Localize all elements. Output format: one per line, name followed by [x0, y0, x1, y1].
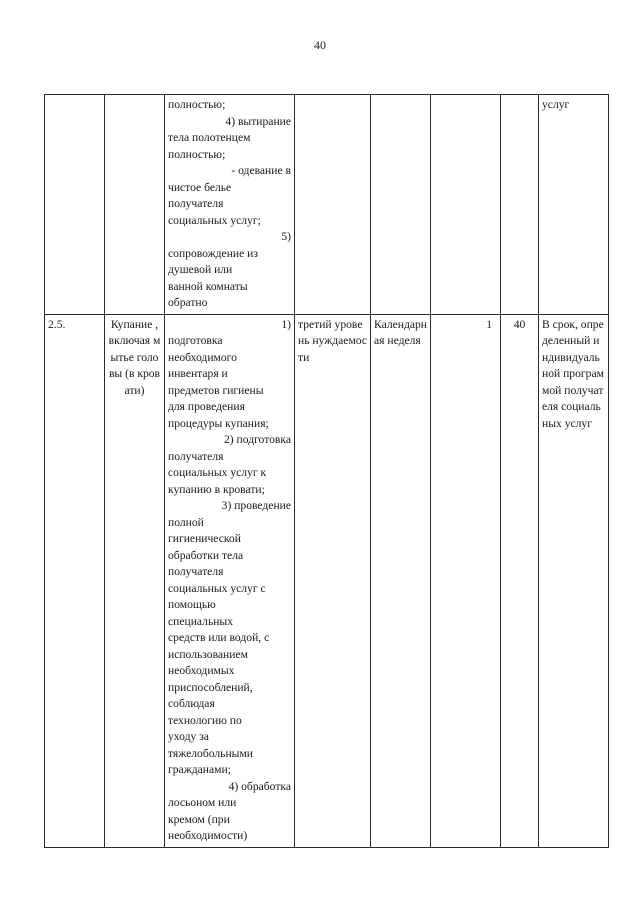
description-line: тяжелобольными: [168, 746, 253, 760]
description-line: уходу за: [168, 730, 209, 743]
service-name-cell: Купание , включая мытье головы (в кровати): [105, 314, 165, 847]
service-name-cell: [105, 95, 165, 315]
description-line: соблюдая: [168, 697, 215, 710]
description-line: социальных услуг с: [168, 581, 266, 595]
description-lines: [168, 97, 291, 312]
description-line: чистое белье: [168, 180, 232, 194]
time-cell: 40: [501, 314, 539, 847]
description-line: - одевание в: [231, 164, 291, 177]
description-line: лосьоном или: [168, 796, 237, 809]
period-cell: Календарная неделя: [371, 314, 431, 847]
table-row: [45, 95, 609, 315]
description-line: получателя: [168, 197, 224, 210]
description-line: полностью;: [168, 98, 226, 111]
description-line: получателя: [168, 565, 224, 578]
term-cell: услуг: [539, 95, 609, 315]
description-line: обработки тела: [168, 548, 244, 562]
term-cell: В срок, определенный индивидуальной программой получателя социальных услуг: [539, 314, 609, 847]
description-line: необходимых: [168, 664, 235, 677]
table-row: [45, 314, 609, 847]
description-line: для проведения: [168, 400, 245, 413]
description-line: гигиенической: [168, 532, 241, 545]
description-line: 3) проведение: [221, 499, 291, 512]
description-line: средств или водой, с: [168, 631, 270, 644]
service-description-cell: [165, 314, 295, 847]
description-line: использованием: [168, 647, 248, 661]
description-line: приспособлений,: [168, 680, 253, 694]
time-cell: [501, 95, 539, 315]
description-line: ванной комнаты: [168, 279, 248, 293]
description-line: социальных услуг к: [168, 466, 267, 479]
description-lines: [168, 317, 291, 845]
description-line: предметов гигиены: [168, 383, 264, 397]
services-table: [44, 94, 609, 848]
description-line: 2) подготовка: [223, 433, 291, 446]
description-line: технологию по: [168, 713, 242, 727]
need-level-cell: [295, 95, 371, 315]
description-line: кремом (при: [168, 812, 230, 826]
description-line: необходимого: [168, 350, 237, 364]
description-line: полной: [168, 515, 204, 529]
period-cell: [371, 95, 431, 315]
quantity-cell: 1: [431, 314, 501, 847]
description-line: помощью: [168, 598, 216, 611]
quantity-cell: [431, 95, 501, 315]
description-line: тела полотенцем: [168, 131, 251, 144]
description-line: 4) вытирание: [225, 114, 291, 128]
description-line: обратно: [168, 296, 208, 309]
description-line: полностью;: [168, 147, 226, 161]
description-line: социальных услуг;: [168, 213, 261, 227]
description-line: душевой или: [168, 263, 233, 276]
description-line: сопровождение из: [168, 246, 258, 260]
description-line: необходимости): [168, 829, 248, 842]
page-number: 40: [314, 38, 326, 52]
description-line: 4) обработка: [228, 779, 291, 793]
row-number-cell: 2.5.: [45, 314, 105, 847]
description-line: купанию в кровати;: [168, 482, 265, 496]
description-line: 5): [281, 230, 291, 243]
row-number-cell: [45, 95, 105, 315]
description-line: 1): [281, 317, 291, 331]
need-level-cell: третий уровень нуждаемости: [295, 314, 371, 847]
description-line: специальных: [168, 614, 234, 628]
description-line: подготовка: [168, 334, 223, 347]
description-line: гражданами;: [168, 763, 231, 776]
description-line: получателя: [168, 449, 224, 463]
description-line: процедуры купания;: [168, 416, 269, 430]
service-description-cell: [165, 95, 295, 315]
description-line: инвентаря и: [168, 367, 228, 380]
